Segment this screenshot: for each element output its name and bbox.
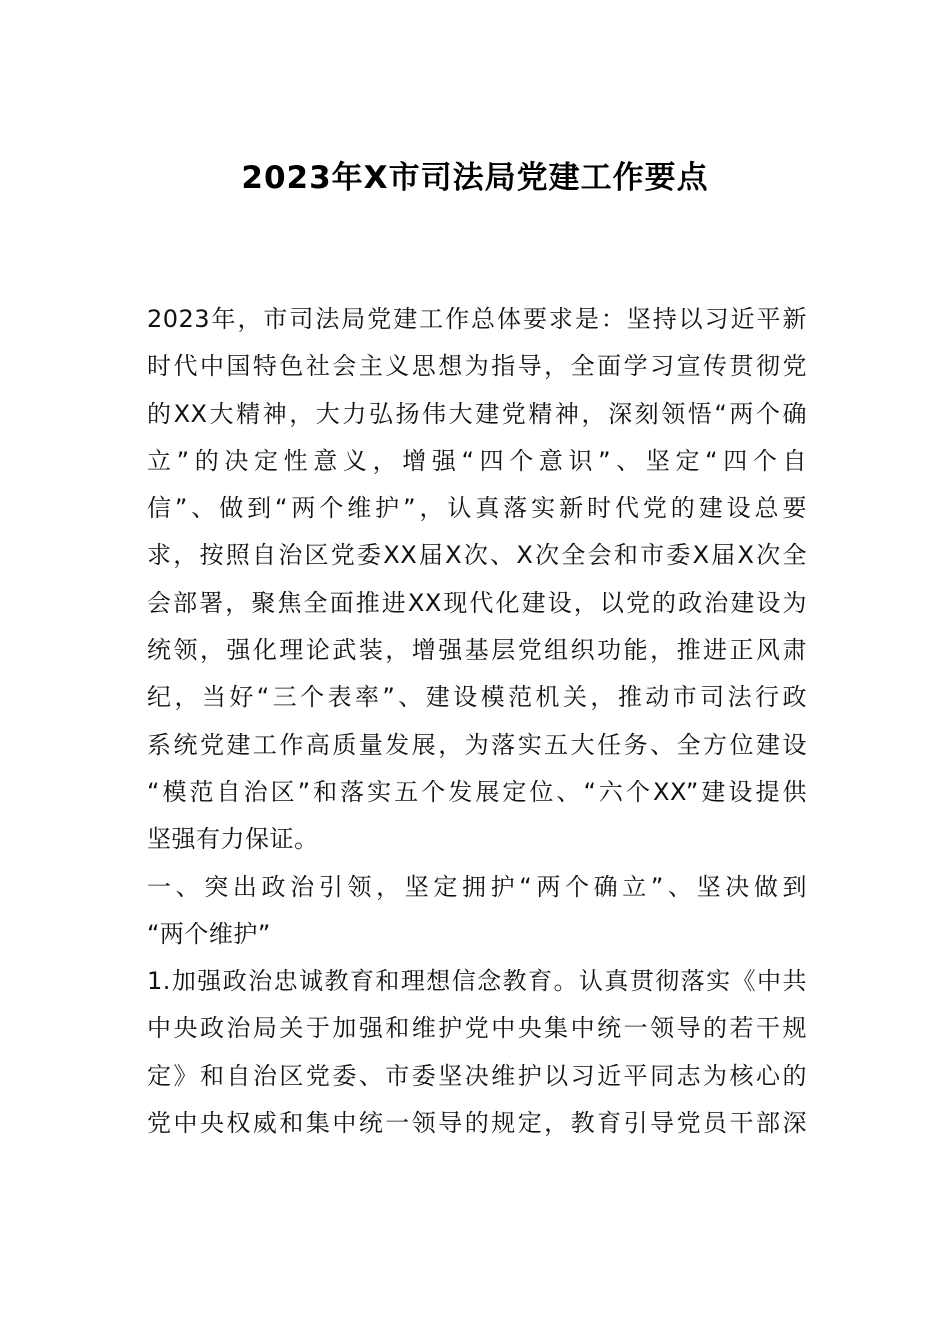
paragraph-line: 定》和自治区党委、市委坚决维护以习近平同志为核心的 <box>147 1061 807 1090</box>
section-heading-line: 一、突出政治引领，坚定拥护“两个确立”、坚决做到 <box>147 872 807 901</box>
paragraph-line: 1.加强政治忠诚教育和理想信念教育。认真贯彻落实《中共 <box>147 967 807 996</box>
paragraph-line: 纪，当好“三个表率”、建设模范机关，推动市司法行政 <box>147 683 807 712</box>
document-body <box>147 296 807 1147</box>
paragraph-line: 求，按照自治区党委XX届X次、X次全会和市委X届X次全 <box>147 541 807 570</box>
paragraph-line: 的XX大精神，大力弘扬伟大建党精神，深刻领悟“两个确 <box>147 399 807 428</box>
paragraph-line: 统领，强化理论武装，增强基层党组织功能，推进正风肃 <box>147 636 807 665</box>
paragraph-line: 中央政治局关于加强和维护党中央集中统一领导的若干规 <box>147 1014 807 1043</box>
paragraph-line: 坚强有力保证。 <box>147 825 319 854</box>
paragraph-line: 时代中国特色社会主义思想为指导，全面学习宣传贯彻党 <box>147 352 807 381</box>
document-title: 2023年X市司法局党建工作要点 <box>241 160 709 196</box>
section-heading-line: “两个维护” <box>147 919 271 948</box>
paragraph-line: 系统党建工作高质量发展，为落实五大任务、全方位建设 <box>147 730 807 759</box>
paragraph-line: 信”、做到“两个维护”，认真落实新时代党的建设总要 <box>147 494 807 523</box>
paragraph-line: “模范自治区”和落实五个发展定位、“六个XX”建设提供 <box>147 777 807 806</box>
paragraph-line: 立”的决定性意义，增强“四个意识”、坚定“四个自 <box>147 446 807 475</box>
paragraph-line: 会部署，聚焦全面推进XX现代化建设，以党的政治建设为 <box>147 588 807 617</box>
paragraph-line: 党中央权威和集中统一领导的规定，教育引导党员干部深 <box>147 1109 807 1138</box>
paragraph-line: 2023年，市司法局党建工作总体要求是：坚持以习近平新 <box>147 305 807 333</box>
